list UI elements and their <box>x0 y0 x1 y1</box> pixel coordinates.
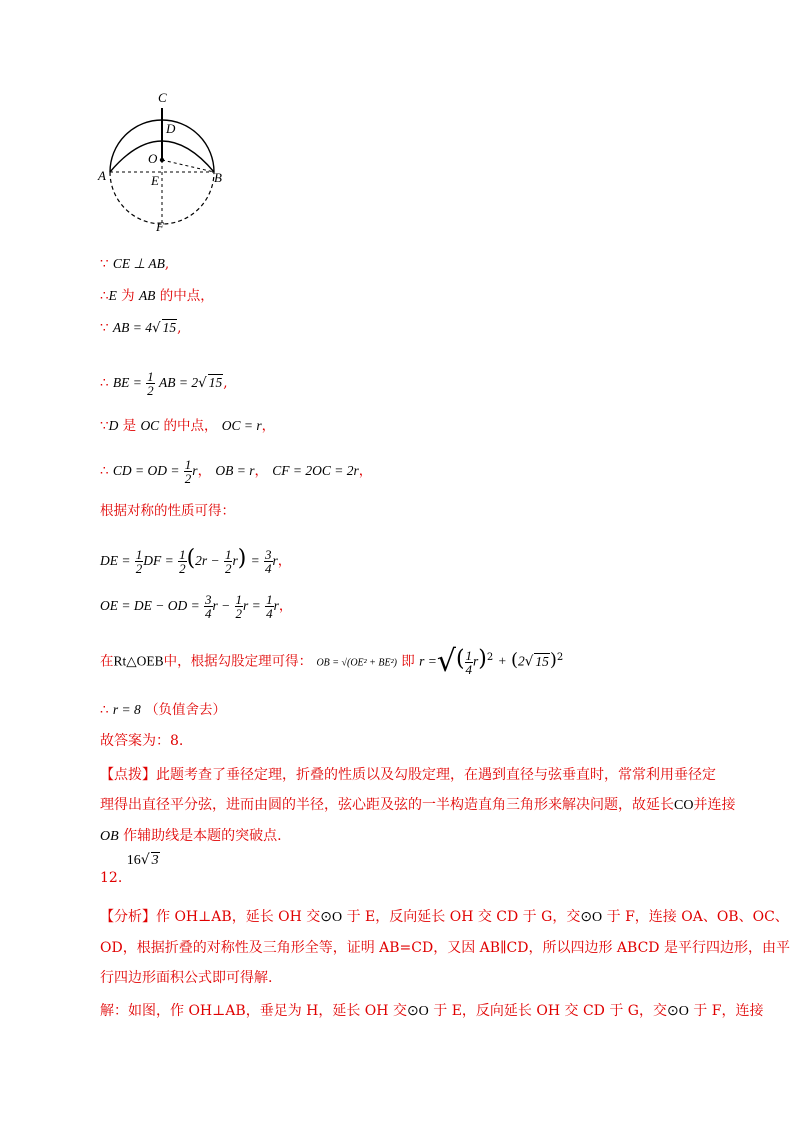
fraction-half: $\frac{1}{2}$ <box>184 457 192 486</box>
text-shi: 是 <box>118 418 141 434</box>
math-ab-eq2: AB = 2 <box>158 375 199 390</box>
radicand: 15 <box>208 375 223 390</box>
solution-text-a3: 于 F，连接 <box>688 1003 764 1019</box>
math-ab: AB <box>138 288 156 303</box>
separator: ， <box>254 463 268 479</box>
comma: , <box>223 375 228 391</box>
math-r-8: r = 8 <box>112 702 141 717</box>
fraction: $\frac{1}{2}$ <box>179 547 186 576</box>
math-r: r <box>232 553 238 568</box>
big-sqrt: √ <box>436 644 456 679</box>
sqrt-sign: √ <box>152 320 161 336</box>
solution-start <box>100 996 764 1027</box>
comma: ， <box>358 463 373 479</box>
fraction: $\frac{1}{2}$ <box>224 547 232 576</box>
therefore-symbol: ∴ <box>100 463 109 479</box>
therefore-symbol: ∴ <box>100 288 109 304</box>
fraction-quarter: $\frac{1}{4}$ <box>465 647 473 677</box>
question-number: 12. <box>100 870 123 886</box>
analysis-text-b: 理得出直径平分弦，进而由圆的半径，弦心距及弦的一半构造直角三角形来解决问题，故延长 <box>100 797 674 813</box>
tag-fenxi: 【分析】 <box>100 909 156 925</box>
step-de: DE = $\frac{1}{2}$ DF = $\frac{1}{2}$ (2r − $\frac{1}{2}$ r) = $\frac{3}{4}$ r， <box>100 546 292 576</box>
circle-o-symbol: ⊙O <box>580 910 603 925</box>
fraction-half: $\frac{1}{2}$ <box>147 369 154 398</box>
step-ab-value <box>100 318 181 338</box>
math-cf: CF = 2OC = 2r <box>272 463 359 478</box>
step-cd-od <box>100 458 372 485</box>
math-oc: OC <box>140 418 160 433</box>
answer-coef: 16 <box>126 853 141 868</box>
math-ab-eq: AB = 4 <box>112 320 152 335</box>
rt-triangle: Rt△OEB <box>113 653 164 669</box>
fraction: $\frac{1}{2}$ <box>235 592 243 621</box>
because-symbol: ∵ <box>100 256 109 272</box>
math-e: E <box>108 288 117 303</box>
math-cd-od: CD = OD = <box>112 463 180 478</box>
therefore-symbol: ∴ <box>100 375 109 391</box>
math-2: 2 <box>518 653 525 669</box>
math-2r: 2r − <box>195 553 220 568</box>
answer-line: 故答案为：8. <box>100 733 184 749</box>
text-wei: 为 <box>116 288 139 304</box>
plus: + <box>497 653 507 669</box>
analysis2-text-b: OD，根据折叠的对称性及三角形全等，证明 AB=CD，又因 AB∥CD，所以四边形 ABCD 是平行四边形，由平 <box>100 940 790 956</box>
solution-text-a: 解：如图，作 OH⊥AB，垂足为 H，延长 OH 交 <box>100 1003 407 1019</box>
comma: ， <box>277 553 292 569</box>
step-ce-perp-ab <box>100 254 169 274</box>
text-ji: 即 <box>401 653 415 670</box>
text-zai: 在 <box>100 653 114 670</box>
fraction: $\frac{1}{4}$ <box>266 592 273 621</box>
step-r-value <box>100 700 226 720</box>
step-be-value <box>100 370 227 397</box>
math-r: r <box>272 553 278 568</box>
symmetry-intro: 根据对称的性质可得： <box>100 503 235 519</box>
comma: ， <box>261 418 276 434</box>
label-d: D <box>166 121 176 136</box>
math-r: r <box>273 598 279 613</box>
step-pythagoras: 在Rt△OEB中，根据勾股定理可得： OB = √(OE² + BE²) 即 r =√( $\frac{1}{4}$ r)$^2$ + (2√ 15)$^2$ <box>100 644 564 679</box>
question-12 <box>100 852 160 886</box>
label-b: B <box>214 170 222 185</box>
math-oc-r: OC = r <box>221 418 262 433</box>
radicand: 15 <box>535 653 549 669</box>
math-r-eq: r = <box>419 653 437 669</box>
answer-radicand: 3 <box>151 853 159 868</box>
analysis2-text-a2: 于 E，反向延长 OH 交 CD 于 G，交 <box>342 909 581 925</box>
math-ob: OB <box>100 829 119 844</box>
because-symbol: ∵ <box>100 320 109 336</box>
analysis2-text-a3: 于 F，连接 OA、OB、OC、 <box>602 909 789 925</box>
analysis2-text-a: 作 OH⊥AB，延长 OH 交 <box>156 909 321 925</box>
math-ce-perp-ab: CE ⊥ AB <box>112 256 165 271</box>
circle-o-symbol: ⊙O <box>406 1004 429 1019</box>
fraction: $\frac{3}{4}$ <box>205 592 212 621</box>
equals: = <box>250 553 260 568</box>
math-d: D <box>108 418 119 433</box>
exponent: 2 <box>556 652 564 663</box>
sqrt-sign: √ <box>198 375 207 391</box>
math-be-eq: BE = <box>112 375 142 390</box>
step-d-midpoint <box>100 416 275 436</box>
text-midpoint: 的中点， <box>155 288 214 304</box>
fraction: $\frac{1}{2}$ <box>135 547 143 576</box>
analysis2-text-c: 行四边形面积公式即可得解. <box>100 970 273 986</box>
analysis-text-c: 作辅助线是本题的突破点. <box>118 828 282 844</box>
tag-dianbo: 【点拨】 <box>100 767 156 783</box>
analysis-text-b2: 并连接 <box>693 797 736 813</box>
step-oe <box>100 593 292 620</box>
math-r: r <box>192 463 198 478</box>
text-pythagoras: 中，根据勾股定理可得： <box>163 653 313 670</box>
sqrt-sign: √ <box>524 653 534 670</box>
math-r-eq: r = <box>243 598 261 613</box>
radicand: 15 <box>162 320 177 335</box>
text-negative-discarded: （负值舍去） <box>145 702 227 718</box>
comma: ， <box>278 598 293 614</box>
step-e-midpoint <box>100 286 214 306</box>
math-ob-r: OB = r <box>215 463 255 478</box>
therefore-symbol: ∴ <box>100 702 109 718</box>
math-df: DF = <box>143 553 174 568</box>
math-oe: OE = DE − OD = <box>100 598 200 613</box>
math-de: DE = <box>100 553 131 568</box>
comma: , <box>177 320 182 336</box>
separator: ， <box>197 463 212 479</box>
sqrt-sign: √ <box>140 852 150 868</box>
label-a: A <box>98 168 106 183</box>
segment-ob <box>162 160 214 172</box>
label-c: C <box>158 90 167 105</box>
label-e: E <box>151 173 159 188</box>
because-symbol: ∵ <box>100 418 109 434</box>
math-co: CO <box>674 798 694 813</box>
circle-o-symbol: ⊙O <box>320 910 343 925</box>
comma: , <box>164 256 170 272</box>
fraction: $\frac{3}{4}$ <box>265 547 272 576</box>
solution-text-a2: 于 E，反向延长 OH 交 CD 于 G，交 <box>428 1003 667 1019</box>
center-point <box>160 158 164 162</box>
text-midpoint: 的中点， <box>159 418 218 434</box>
label-f: F <box>156 219 164 233</box>
math-ob-sqrt: OB = √(OE² + BE²) <box>316 657 397 669</box>
math-r: r <box>473 653 479 669</box>
math-r-minus: r − <box>212 598 231 613</box>
point-analysis <box>100 760 740 852</box>
analysis-section <box>100 902 790 993</box>
circle-o-symbol: ⊙O <box>666 1004 689 1019</box>
label-o: O <box>148 151 158 166</box>
circle-diagram <box>92 88 242 233</box>
analysis-text-a: 此题考查了垂径定理，折叠的性质以及勾股定理，在遇到直径与弦垂直时，常常利用垂径定 <box>156 767 716 783</box>
